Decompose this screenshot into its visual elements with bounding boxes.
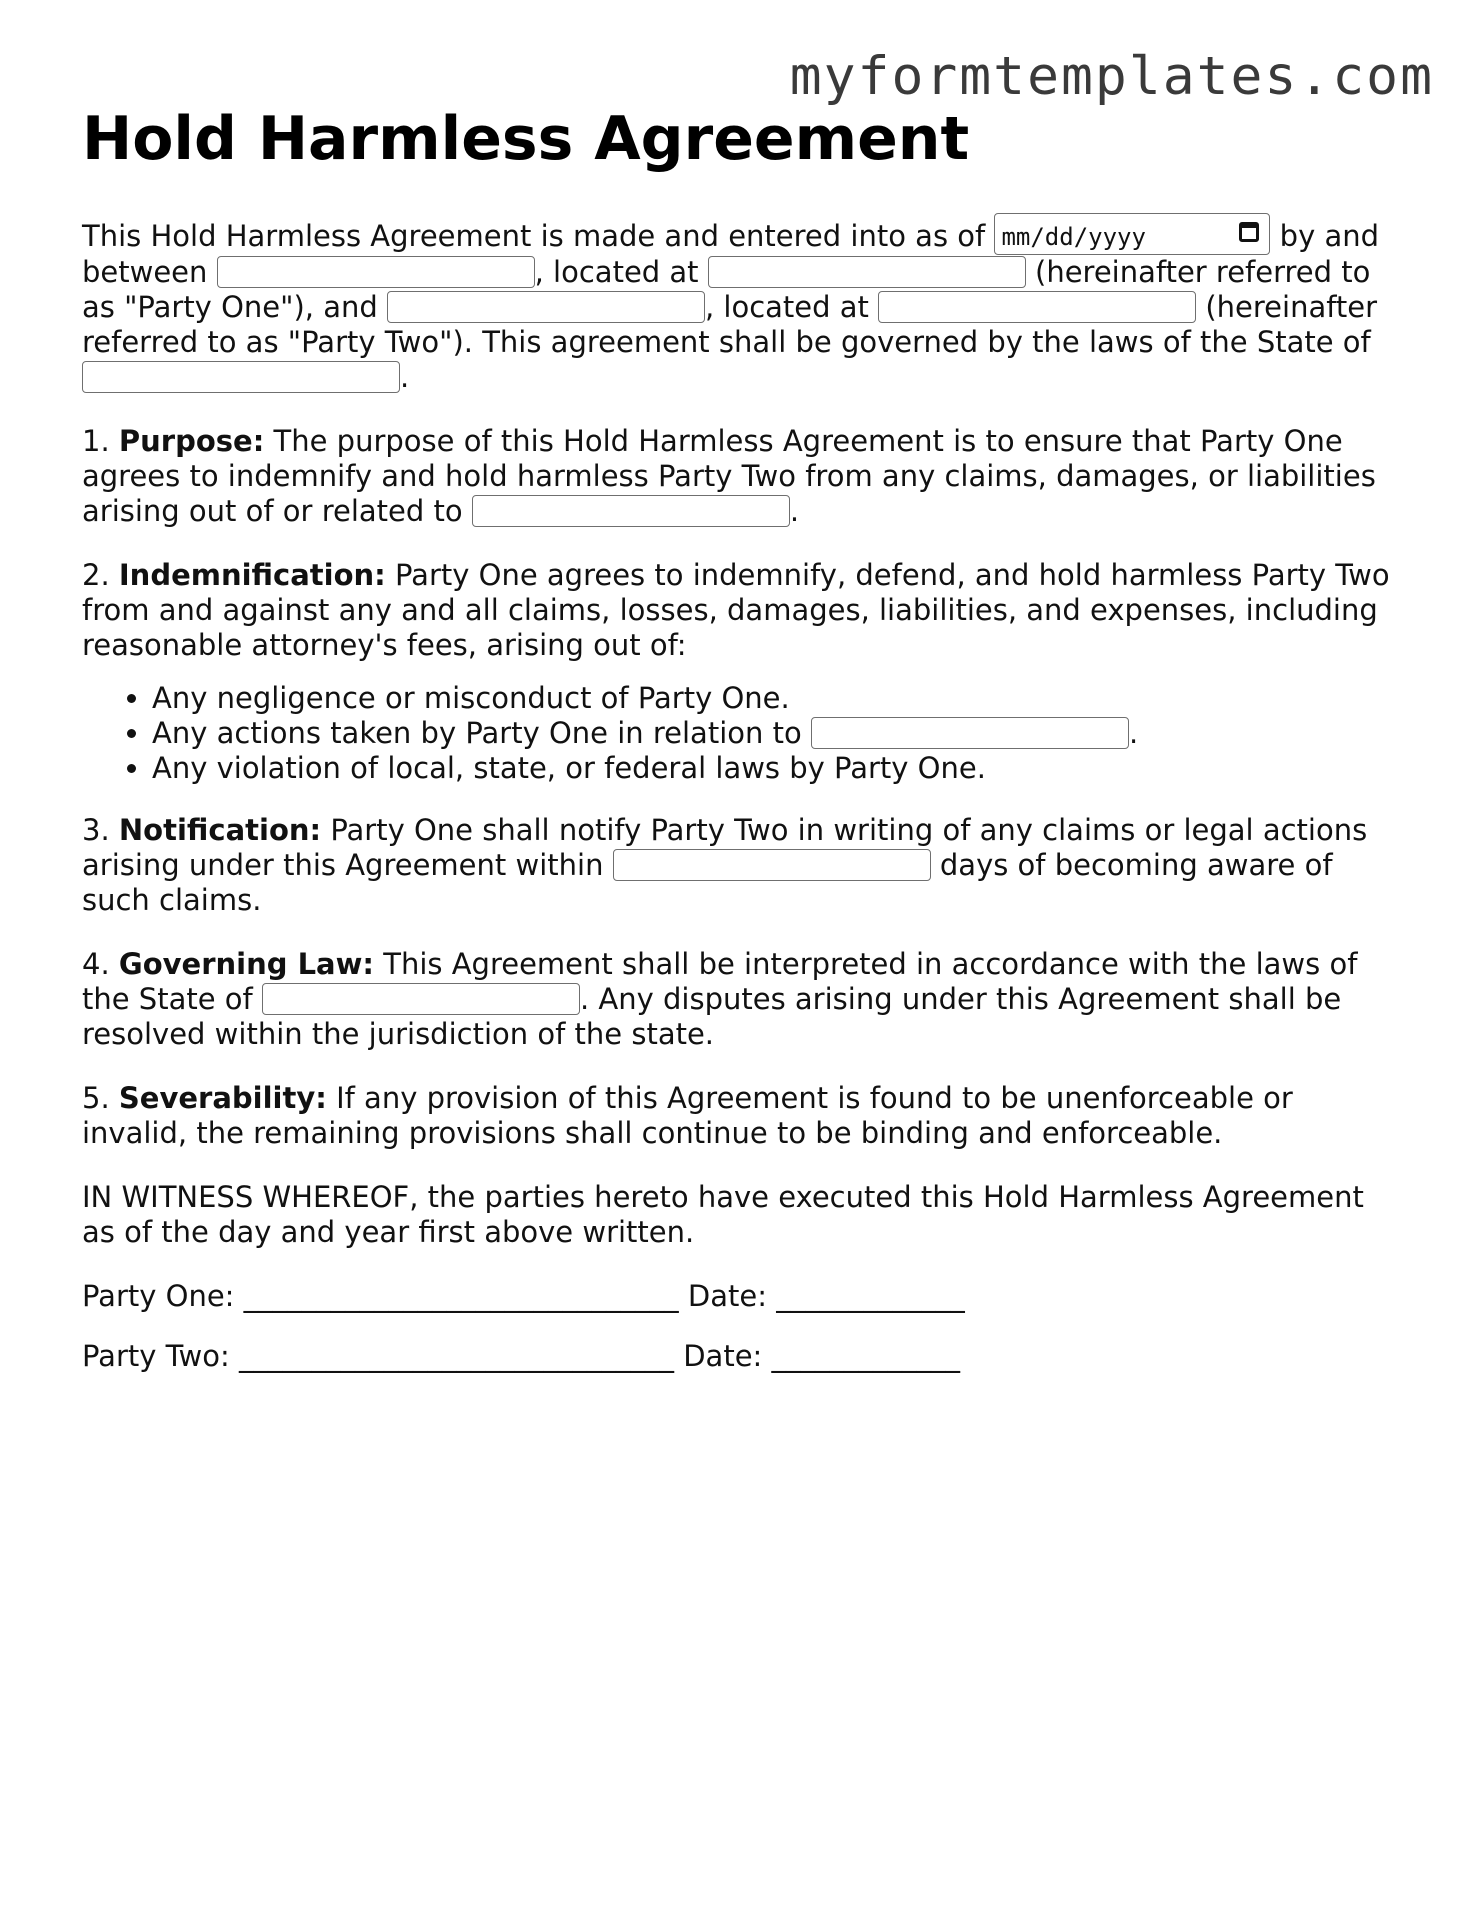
intro-text-4: (hereinafter referred to as "Party One"), and [82, 255, 1371, 324]
intro-text-1: This Hold Harmless Agreement is made and entered into as of [82, 219, 986, 253]
section-number: 3. [82, 813, 110, 847]
section-text: If any provision of this Agreement is found to be unenforceable or invalid, the remaining provisions shall continue to be binding and enforceable. [82, 1081, 1293, 1150]
section-governing-law [82, 947, 1402, 1052]
signature-date: Date: _____________ [683, 1339, 961, 1373]
agreement-date-input[interactable] [994, 213, 1270, 255]
section-heading: Notification: [118, 813, 322, 847]
list-item-text: Any actions taken by Party One in relation to [152, 716, 802, 750]
intro-text-7: . [400, 360, 410, 394]
actions-relation-input[interactable] [811, 717, 1129, 749]
list-item [152, 751, 1402, 786]
section-text: This Agreement shall be interpreted in accordance with the laws of the State of [82, 947, 1358, 1016]
intro-paragraph [82, 213, 1402, 395]
site-watermark: myformtemplates.com [789, 46, 1434, 107]
governing-law-state-input[interactable] [262, 983, 580, 1015]
witness-paragraph: IN WITNESS WHEREOF, the parties hereto have executed this Hold Harmless Agreement as of the day and year first above written. [82, 1180, 1364, 1249]
calendar-icon[interactable] [1239, 222, 1259, 242]
purpose-subject-input[interactable] [472, 495, 790, 527]
section-heading: Indemnification: [118, 558, 386, 592]
section-heading: Governing Law: [118, 947, 375, 981]
section-number: 2. [82, 558, 110, 592]
section-purpose [82, 424, 1402, 529]
document-title: Hold Harmless Agreement [82, 104, 970, 174]
signature-label: Party Two: ______________________________ [82, 1339, 674, 1373]
notification-days-input[interactable] [613, 849, 931, 881]
section-number: 5. [82, 1081, 110, 1115]
section-indemnification [82, 558, 1402, 663]
party-two-signature-line [82, 1339, 1402, 1374]
date-placeholder: mm/dd/yyyy [1001, 223, 1146, 251]
indemnification-list [82, 681, 1402, 786]
signature-label: Party One: ______________________________ [82, 1279, 679, 1313]
section-text-end: . [789, 494, 800, 528]
list-item-text: Any negligence or misconduct of Party One. [152, 681, 790, 715]
party-two-address-input[interactable] [878, 291, 1196, 323]
party-one-address-input[interactable] [708, 256, 1026, 288]
section-text-end: . Any disputes arising under this Agreement shall be resolved within the jurisdiction of the state. [82, 982, 1342, 1051]
section-number: 1. [82, 424, 110, 458]
intro-text-6: (hereinafter referred to as "Party Two"). This agreement shall be governed by the laws of the State of [82, 290, 1378, 359]
agreement-document [82, 104, 1402, 1399]
section-heading: Purpose: [118, 424, 265, 458]
party-one-name-input[interactable] [217, 256, 535, 288]
intro-text-5: , located at [704, 290, 869, 324]
list-item-end: . [1128, 716, 1139, 750]
section-notification [82, 813, 1402, 918]
section-number: 4. [82, 947, 110, 981]
section-text: The purpose of this Hold Harmless Agreement is to ensure that Party One agrees to indemnify and hold harmless Party Two from any claims, damages, or liabilities arising out of or related to [82, 424, 1376, 528]
intro-text-3: , located at [534, 255, 699, 289]
section-severability [82, 1081, 1402, 1151]
section-text: Party One shall notify Party Two in writing of any claims or legal actions arising under this Agreement within [82, 813, 1368, 882]
party-one-signature-line [82, 1279, 1402, 1314]
list-item-text: Any violation of local, state, or federal laws by Party One. [152, 751, 986, 785]
signature-date: Date: _____________ [687, 1279, 965, 1313]
list-item [152, 716, 1402, 751]
list-item [152, 681, 1402, 716]
section-heading: Severability: [118, 1081, 327, 1115]
governing-state-input[interactable] [82, 361, 400, 393]
party-two-name-input[interactable] [387, 291, 705, 323]
intro-text-2: by and between [82, 219, 1380, 289]
section-text: Party One agrees to indemnify, defend, and hold harmless Party Two from and against any and all claims, losses, damages, liabilities, and expenses, including reasonable attorney's fees, arising out of: [82, 558, 1390, 662]
section-text-end: days of becoming aware of such claims. [82, 848, 1333, 917]
